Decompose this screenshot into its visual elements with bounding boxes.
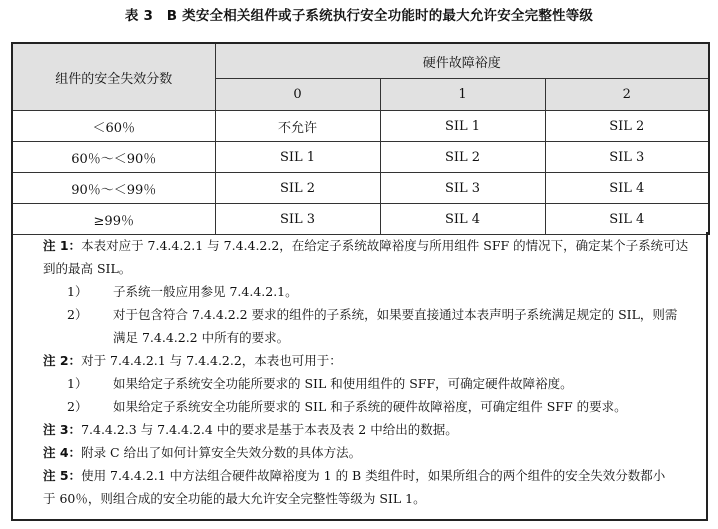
table-row: [12, 111, 709, 142]
table-title: 表 3 B 类安全相关组件或子系统执行安全功能时的最大允许安全完整性等级: [124, 8, 594, 24]
note-label: 注 5：: [43, 468, 82, 483]
item-number: 1）: [67, 376, 88, 391]
notes-block: [11, 232, 708, 521]
note-5: [43, 464, 692, 510]
note-2: [43, 349, 692, 372]
item-number: 2）: [67, 399, 88, 414]
note-text: 对于 7.4.4.2.1 与 7.4.4.2.2，本表也可用于：: [81, 353, 342, 368]
note-label: 注 4：: [43, 445, 82, 460]
note-text: 到的最高 SIL。: [43, 261, 132, 276]
note-4: [43, 441, 692, 464]
note-1-item-2: [43, 303, 692, 349]
note-text: 本表对应于 7.4.4.2.1 与 7.4.4.2.2，在给定子系统故障裕度与所用组件 SFF 的情况下，确定某个子系统可达: [81, 238, 689, 253]
cell: SIL 4: [380, 204, 545, 235]
row-sff: ≥99％: [12, 204, 215, 235]
cell: SIL 2: [545, 111, 709, 142]
item-text: 对于包含符合 7.4.4.2.2 要求的组件的子系统，如果要直接通过本表声明子系统满足规定的 SIL，则需: [113, 307, 678, 322]
note-text: 附录 C 给出了如何计算安全失效分数的具体方法。: [81, 445, 362, 460]
note-label: 注 2：: [43, 353, 82, 368]
cell: SIL 1: [380, 111, 545, 142]
sil-table: [11, 42, 710, 235]
note-2-item-2: [43, 395, 692, 418]
header-hft-1: 1: [380, 79, 545, 111]
cell: SIL 3: [215, 204, 380, 235]
cell: SIL 3: [545, 142, 709, 173]
item-text: 满足 7.4.4.2.2 中所有的要求。: [113, 330, 290, 345]
cell: 不允许: [215, 111, 380, 142]
table-row: [12, 204, 709, 235]
item-number: 1）: [67, 284, 88, 299]
cell: SIL 3: [380, 173, 545, 204]
cell: SIL 2: [215, 173, 380, 204]
row-sff: 60％～＜90％: [12, 142, 215, 173]
note-text: 7.4.4.2.3 与 7.4.4.2.4 中的要求是基于本表及表 2 中给出的数据。: [81, 422, 458, 437]
cell: SIL 4: [545, 204, 709, 235]
header-hft: 硬件故障裕度: [215, 43, 709, 79]
header-hft-2: 2: [545, 79, 709, 111]
table-row: [12, 173, 709, 204]
table-row: [12, 142, 709, 173]
note-1-item-1: [43, 280, 692, 303]
cell: SIL 2: [380, 142, 545, 173]
note-text: 于 60％，则组合成的安全功能的最大允许安全完整性等级为 SIL 1。: [43, 491, 426, 506]
note-1: [43, 234, 692, 280]
note-label: 注 1：: [43, 238, 82, 253]
header-sff: 组件的安全失效分数: [12, 43, 215, 111]
note-2-item-1: [43, 372, 692, 395]
item-text: 子系统一般应用参见 7.4.4.2.1。: [113, 284, 298, 299]
note-label: 注 3：: [43, 422, 82, 437]
note-text: 使用 7.4.4.2.1 中方法组合硬件故障裕度为 1 的 B 类组件时，如果所组合的两个组件的安全失效分数都小: [81, 468, 666, 483]
row-sff: ＜60％: [12, 111, 215, 142]
item-text: 如果给定子系统安全功能所要求的 SIL 和子系统的硬件故障裕度，可确定组件 SFF 的要求。: [113, 399, 627, 414]
header-hft-0: 0: [215, 79, 380, 111]
row-sff: 90％～＜99％: [12, 173, 215, 204]
note-3: [43, 418, 692, 441]
cell: SIL 4: [545, 173, 709, 204]
cell: SIL 1: [215, 142, 380, 173]
item-number: 2）: [67, 307, 88, 322]
item-text: 如果给定子系统安全功能所要求的 SIL 和使用组件的 SFF，可确定硬件故障裕度。: [113, 376, 573, 391]
